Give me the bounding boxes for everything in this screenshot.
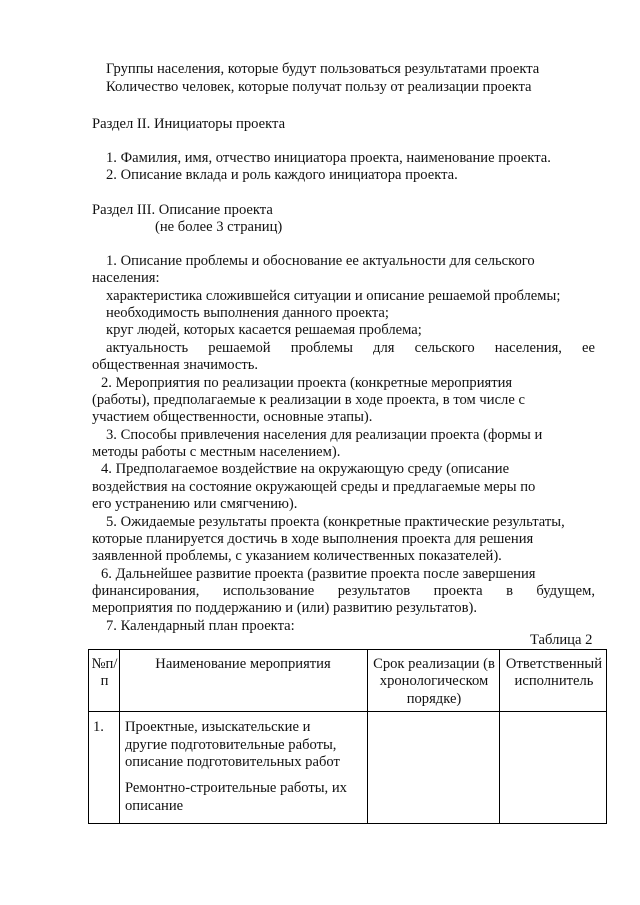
section3-heading: Раздел III. Описание проекта: [92, 202, 273, 218]
population-groups-line: Группы населения, которые будут пользоваться результатами проекта: [106, 61, 540, 77]
p2-line-3: участием общественности, основные этапы).: [92, 409, 373, 425]
p1-bullet-4-end: общественная значимость.: [92, 357, 259, 373]
section2-heading: Раздел II. Инициаторы проекта: [92, 116, 286, 132]
p4-line-1: 4. Предполагаемое воздействие на окружающую среду (описание: [101, 461, 510, 477]
p7-line: 7. Календарный план проекта:: [106, 618, 295, 634]
p4-line-3: его устранению или смягчению).: [92, 496, 298, 512]
table-caption: Таблица 2: [530, 632, 593, 648]
header-responsible: Ответственный исполнитель: [505, 656, 603, 690]
p6-line-3: мероприятия по поддержанию и (или) развитию результатов).: [92, 600, 477, 616]
p5-line-2: которые планируется достичь в ходе выполнения проекта для решения: [92, 531, 534, 547]
table-row-divider: [89, 711, 606, 712]
p6-line-1: 6. Дальнейшее развитие проекта (развитие проекта после завершения: [101, 566, 536, 582]
table-col-divider: [367, 650, 368, 823]
table-col-divider: [119, 650, 120, 823]
row1-activity-line-1: Проектные, изыскательские и: [125, 719, 311, 735]
people-count-line: Количество человек, которые получат пользу от реализации проекта: [106, 79, 532, 95]
section2-item-1: 1. Фамилия, имя, отчество инициатора проекта, наименование проекта.: [106, 150, 551, 166]
p1-bullet-3: круг людей, которых касается решаемая проблема;: [106, 322, 422, 338]
p5-line-3: заявленной проблемы, с указанием количественных показателей).: [92, 548, 502, 564]
p1-bullet-2: необходимость выполнения данного проекта;: [106, 305, 389, 321]
p2-line-1: 2. Мероприятия по реализации проекта (конкретные мероприятия: [101, 375, 513, 391]
row1-activity-line-4: Ремонтно-строительные работы, их: [125, 780, 347, 796]
p6-line-2: финансирования, использование результатов проекта в будущем,: [92, 583, 595, 599]
p1-bullet-1: характеристика сложившейся ситуации и описание решаемой проблемы;: [106, 288, 561, 304]
p3-line-2: методы работы с местным населением).: [92, 444, 341, 460]
row1-activity-line-2: другие подготовительные работы,: [125, 737, 337, 753]
p3-line-1: 3. Способы привлечения населения для реализации проекта (формы и: [106, 427, 543, 443]
header-number: №п/ п: [91, 656, 118, 690]
row1-activity-line-3: описание подготовительных работ: [125, 754, 340, 770]
calendar-plan-table: [88, 649, 607, 824]
header-deadline: Срок реализации (в хронологическом порядке): [373, 656, 495, 707]
row1-activity-line-5: описание: [125, 798, 184, 814]
header-activity: Наименование мероприятия: [155, 656, 331, 672]
p2-line-2: (работы), предполагаемые к реализации в ходе проекта, в том числе с: [92, 392, 525, 408]
p1-line-2: населения:: [92, 270, 160, 286]
p1-line-1: 1. Описание проблемы и обоснование ее актуальности для сельского: [106, 253, 535, 269]
table-col-divider: [499, 650, 500, 823]
p5-line-1: 5. Ожидаемые результаты проекта (конкретные практические результаты,: [106, 514, 565, 530]
section2-item-2: 2. Описание вклада и роль каждого инициатора проекта.: [106, 167, 458, 183]
section3-subheading: (не более 3 страниц): [155, 219, 283, 235]
p1-bullet-4: актуальность решаемой проблемы для сельского населения, ее: [106, 340, 595, 356]
row1-number: 1.: [93, 719, 104, 735]
p4-line-2: воздействия на состояние окружающей среды и предлагаемые меры по: [92, 479, 536, 495]
